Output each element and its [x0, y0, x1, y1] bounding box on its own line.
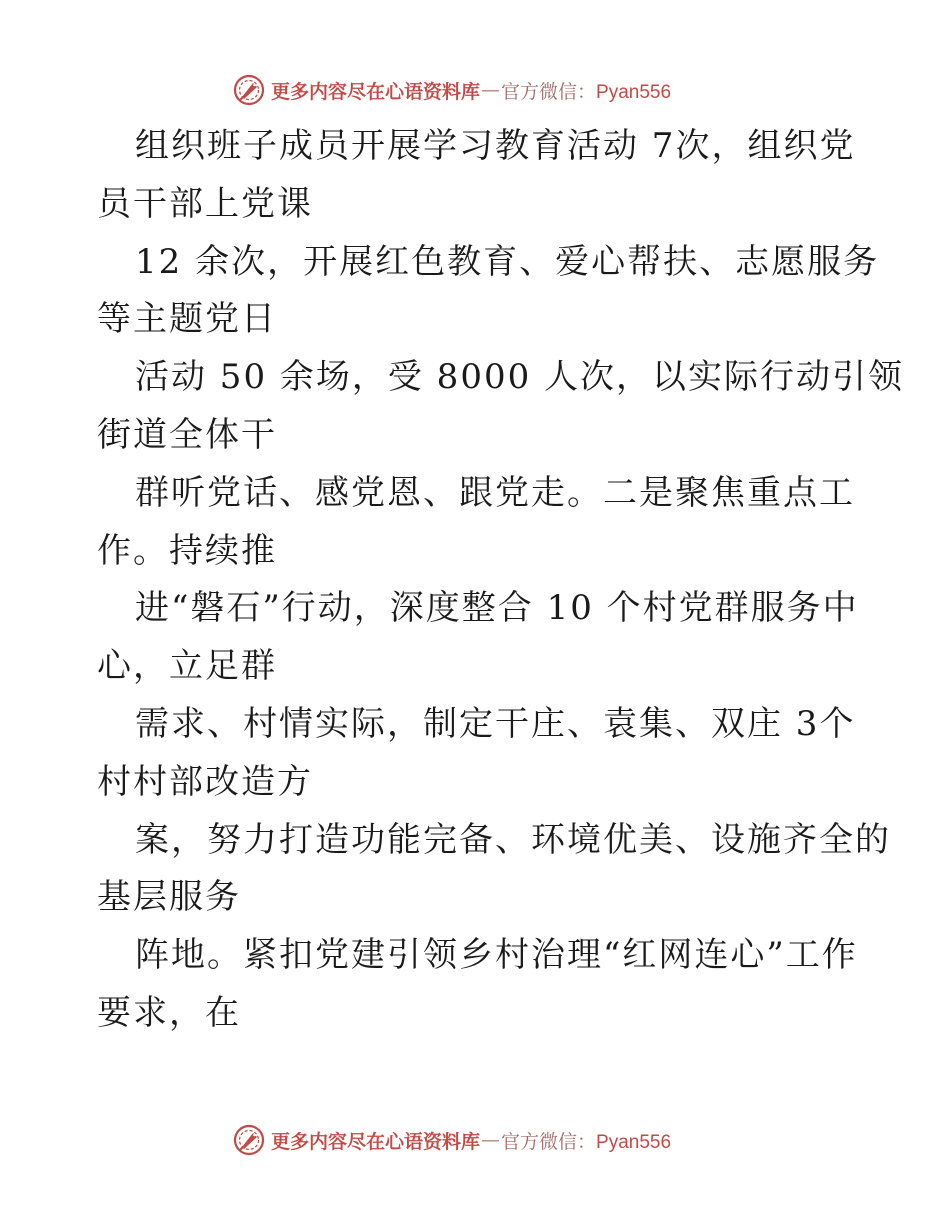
text-line: 阵地。紧扣党建引领乡村治理“红网连心”工作: [135, 935, 858, 976]
text-line: 群听党话、感党恩、跟党走。二是聚焦重点工: [135, 472, 855, 513]
watermark-account-prefix: 官方微信：: [501, 80, 597, 103]
footer-watermark: [233, 1123, 671, 1157]
watermark-separator: —: [481, 1129, 501, 1151]
text-line: 村村部改造方: [97, 761, 313, 802]
text-line: 活动 50 余场，受 8000 人次，以实际行动引领: [135, 357, 905, 398]
watermark-account: [501, 77, 671, 104]
watermark-account: [501, 1127, 671, 1154]
pen-nib-logo-icon: [233, 1124, 265, 1156]
text-line: 街道全体干: [97, 414, 277, 455]
text-line: 12 余次，开展红色教育、爱心帮扶、志愿服务: [135, 241, 880, 282]
text-line: 员干部上党课: [97, 183, 313, 224]
watermark-account-id: Pyan556: [596, 1131, 672, 1153]
text-line: 案，努力打造功能完备、环境优美、设施齐全的: [135, 819, 891, 860]
text-line: 心，立足群: [97, 646, 277, 687]
document-body: [97, 118, 905, 1043]
text-line: 作。持续推: [97, 530, 277, 571]
text-line: 需求、村情实际，制定干庄、袁集、双庄 3个: [135, 703, 856, 744]
text-line: 等主题党日: [97, 299, 277, 340]
watermark-main-text: 更多内容尽在心语资料库: [271, 1130, 481, 1153]
text-line: 组织班子成员开展学习教育活动 7次，组织党: [135, 126, 856, 166]
header-watermark: [233, 73, 671, 107]
watermark-main-text: 更多内容尽在心语资料库: [271, 80, 481, 103]
text-line: 基层服务: [97, 877, 241, 918]
watermark-account-prefix: 官方微信：: [501, 1130, 597, 1153]
watermark-account-id: Pyan556: [596, 81, 672, 103]
text-line: 进“磐石”行动，深度整合 10 个村党群服务中: [135, 588, 859, 629]
pen-nib-logo-icon: [233, 74, 265, 106]
text-line: 要求，在: [97, 992, 241, 1033]
watermark-separator: —: [481, 79, 501, 101]
